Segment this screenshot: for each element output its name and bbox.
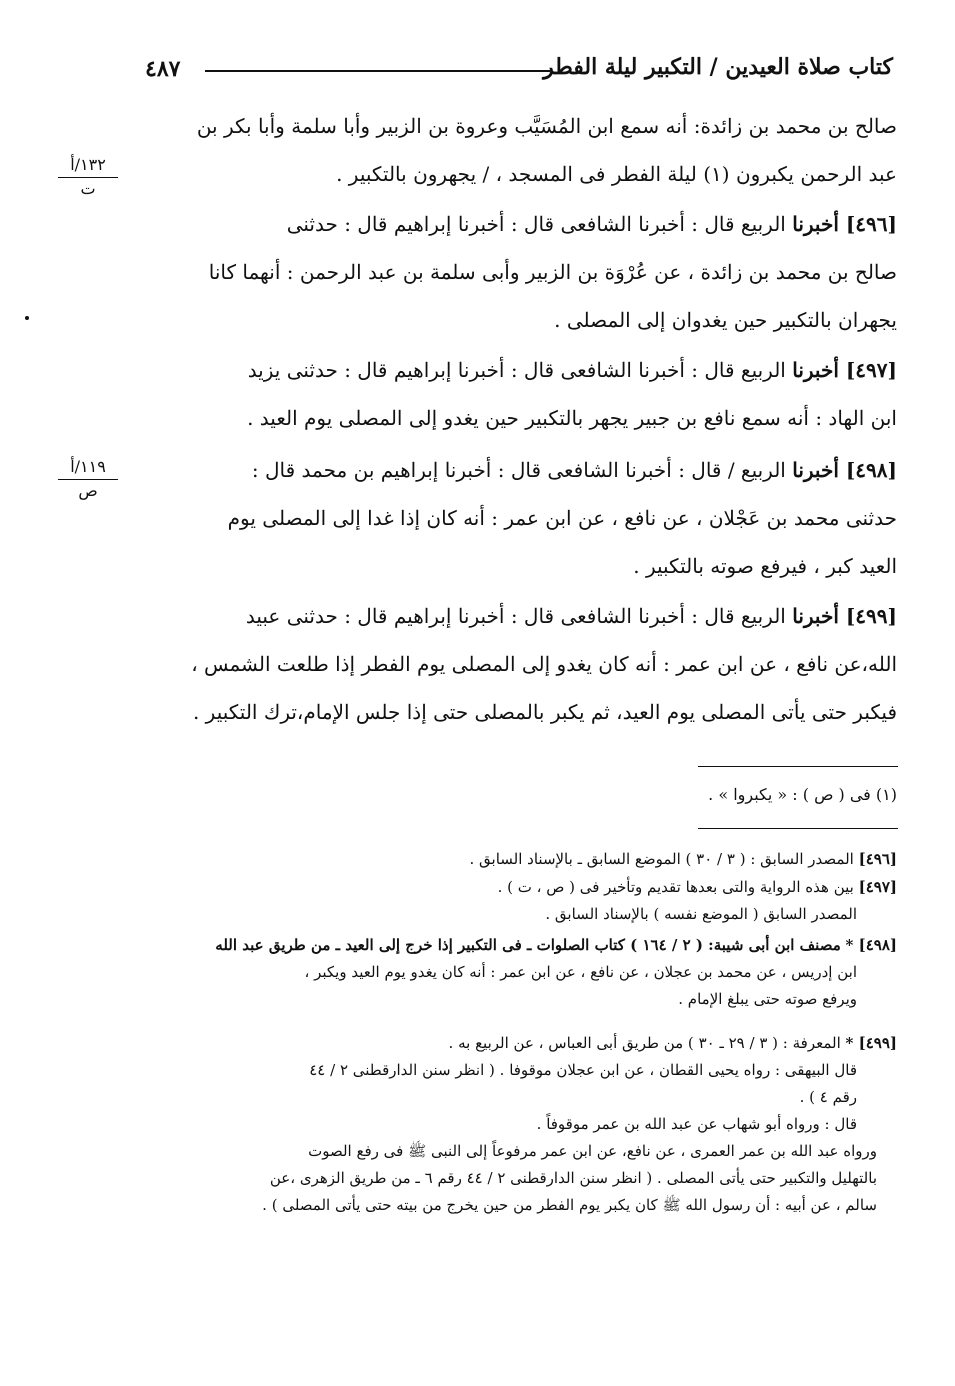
source-note-496: [٤٩٦] المصدر السابق : ( ٣ / ٣٠ ) الموضع السابق ـ بالإسناد السابق . — [469, 850, 897, 868]
source-ref: [٤٩٨] * — [845, 936, 897, 954]
narration-498 — [137, 446, 897, 590]
text-line: [٤٩٦] أخبرنا الربيع قال : أخبرنا الشافعى قال : أخبرنا إبراهيم قال : حدثنى — [286, 212, 897, 236]
text-line: ابن الهاد : أنه سمع نافع بن جبير يجهر بالتكبير حين يغدو إلى المصلى يوم العيد . — [247, 406, 897, 430]
text-line: فيكبر حتى يأتى المصلى يوم العيد، ثم يكبر بالمصلى حتى إذا جلس الإمام،ترك التكبير . — [192, 700, 897, 724]
source-note-497: [٤٩٧] بين هذه الرواية والتى بعدها تقديم وتأخير فى ( ص ، ت ) . المصدر السابق ( الموضع نفسه ) بالإسناد السابق . — [497, 878, 897, 923]
margin-ref-ta — [58, 156, 118, 198]
text-line: يجهران بالتكبير حين يغدوان إلى المصلى . — [554, 308, 897, 332]
text-line: [٤٩٧] أخبرنا الربيع قال : أخبرنا الشافعى قال : أخبرنا إبراهيم قال : حدثنى يزيد — [247, 358, 897, 382]
text-line: حدثنى محمد بن عَجْلان ، عن نافع ، عن ابن عمر : أنه كان إذا غدا إلى المصلى يوم — [227, 506, 897, 530]
narration-number: [٤٩٧] أخبرنا — [792, 358, 897, 382]
margin-ref-folio: ١١٩/أ — [58, 458, 118, 480]
page-number: ٤٨٧ — [145, 56, 181, 82]
source-ref: [٤٩٩] * — [845, 1034, 897, 1052]
running-header-title: كتاب صلاة العيدين / التكبير ليلة الفطر — [543, 54, 893, 80]
source-note-499: [٤٩٩] * المعرفة : ( ٣ / ٢٩ ـ ٣٠ ) من طريق أبى العباس ، عن الربيع به . قال البيهقى : رواه يحيى القطان ، عن ابن عجلان موقوفا . ( انظر سنن الدارقطنى ٢ / ٤٤ رقم ٤ ) . قال : ورواه أبو شهاب عن عبد الله بن عمر موقوفاً . ورواه عبد الله بن عمر العمرى ، عن نافع، عن ابن عمر مرفوعاً إلى النبى ﷺ فى رفع الصوت بالتهليل والتكبير حتى يأتى المصلى . ( انظر سنن الدارقطنى ٢ / ٤٤ رقم ٦ ـ من طريق الزهرى ،عن سالم ، عن أبيه : أن رسول الله ﷺ كان يكبر يوم الفطر من حين يخرج من بيته حتى يأتى المصلى ) . — [262, 1034, 897, 1214]
source-ref: [٤٩٦] — [858, 850, 897, 868]
margin-ref-siglum: ت — [80, 179, 96, 198]
narration-499 — [137, 592, 897, 736]
narration-number: [٤٩٦] أخبرنا — [792, 212, 897, 236]
narration-496 — [137, 200, 897, 344]
text-line: [٤٩٩] أخبرنا الربيع قال : أخبرنا الشافعى قال : أخبرنا إبراهيم قال : حدثنى عبيد — [245, 604, 897, 628]
narration-number: [٤٩٨] أخبرنا — [792, 458, 897, 482]
sources-rule — [698, 828, 898, 829]
header-rule — [205, 70, 550, 72]
margin-ref-sad — [58, 458, 118, 500]
text-line: صالح بن محمد بن زائدة: أنه سمع ابن المُسَيَّب وعروة بن الزبير وأبا سلمة وأبا بكر بن — [196, 114, 897, 138]
text-line: صالح بن محمد بن زائدة ، عن عُرْوَة بن الزبير وأبى سلمة بن عبد الرحمن : أنهما كانا — [208, 260, 897, 284]
text-line: العيد كبر ، فيرفع صوته بالتكبير . — [633, 554, 897, 578]
text-line: الله،عن نافع ، عن ابن عمر : أنه كان يغدو إلى المصلى يوم الفطر إذا طلعت الشمس ، — [191, 652, 897, 676]
narration-497 — [137, 346, 897, 442]
margin-ref-siglum: ص — [78, 481, 98, 500]
margin-dot — [25, 316, 29, 320]
footnote: (١) فى ( ص ) : « يكبروا » . — [708, 785, 897, 804]
paragraph-continuation — [137, 102, 897, 198]
source-note-498: [٤٩٨] * مصنف ابن أبى شيبة: ( ٢ / ١٦٤ ) كتاب الصلوات ـ فى التكبير إذا خرج إلى العيد ـ من طريق عبد الله ابن إدريس ، عن محمد بن عجلان ، عن نافع ، عن ابن عمر : أنه كان يغدو يوم العيد ويكبر ، ويرفع صوته حتى يبلغ الإمام . — [215, 936, 897, 1008]
narration-number: [٤٩٩] أخبرنا — [792, 604, 897, 628]
text-line: عبد الرحمن يكبرون (١) ليلة الفطر فى المسجد ، / يجهرون بالتكبير . — [336, 162, 897, 186]
source-ref: [٤٩٧] — [858, 878, 897, 896]
footnote-rule — [698, 766, 898, 767]
margin-ref-folio: ١٣٢/أ — [58, 156, 118, 178]
text-line: [٤٩٨] أخبرنا الربيع / قال : أخبرنا الشافعى قال : أخبرنا إبراهيم بن محمد قال : — [251, 458, 897, 482]
